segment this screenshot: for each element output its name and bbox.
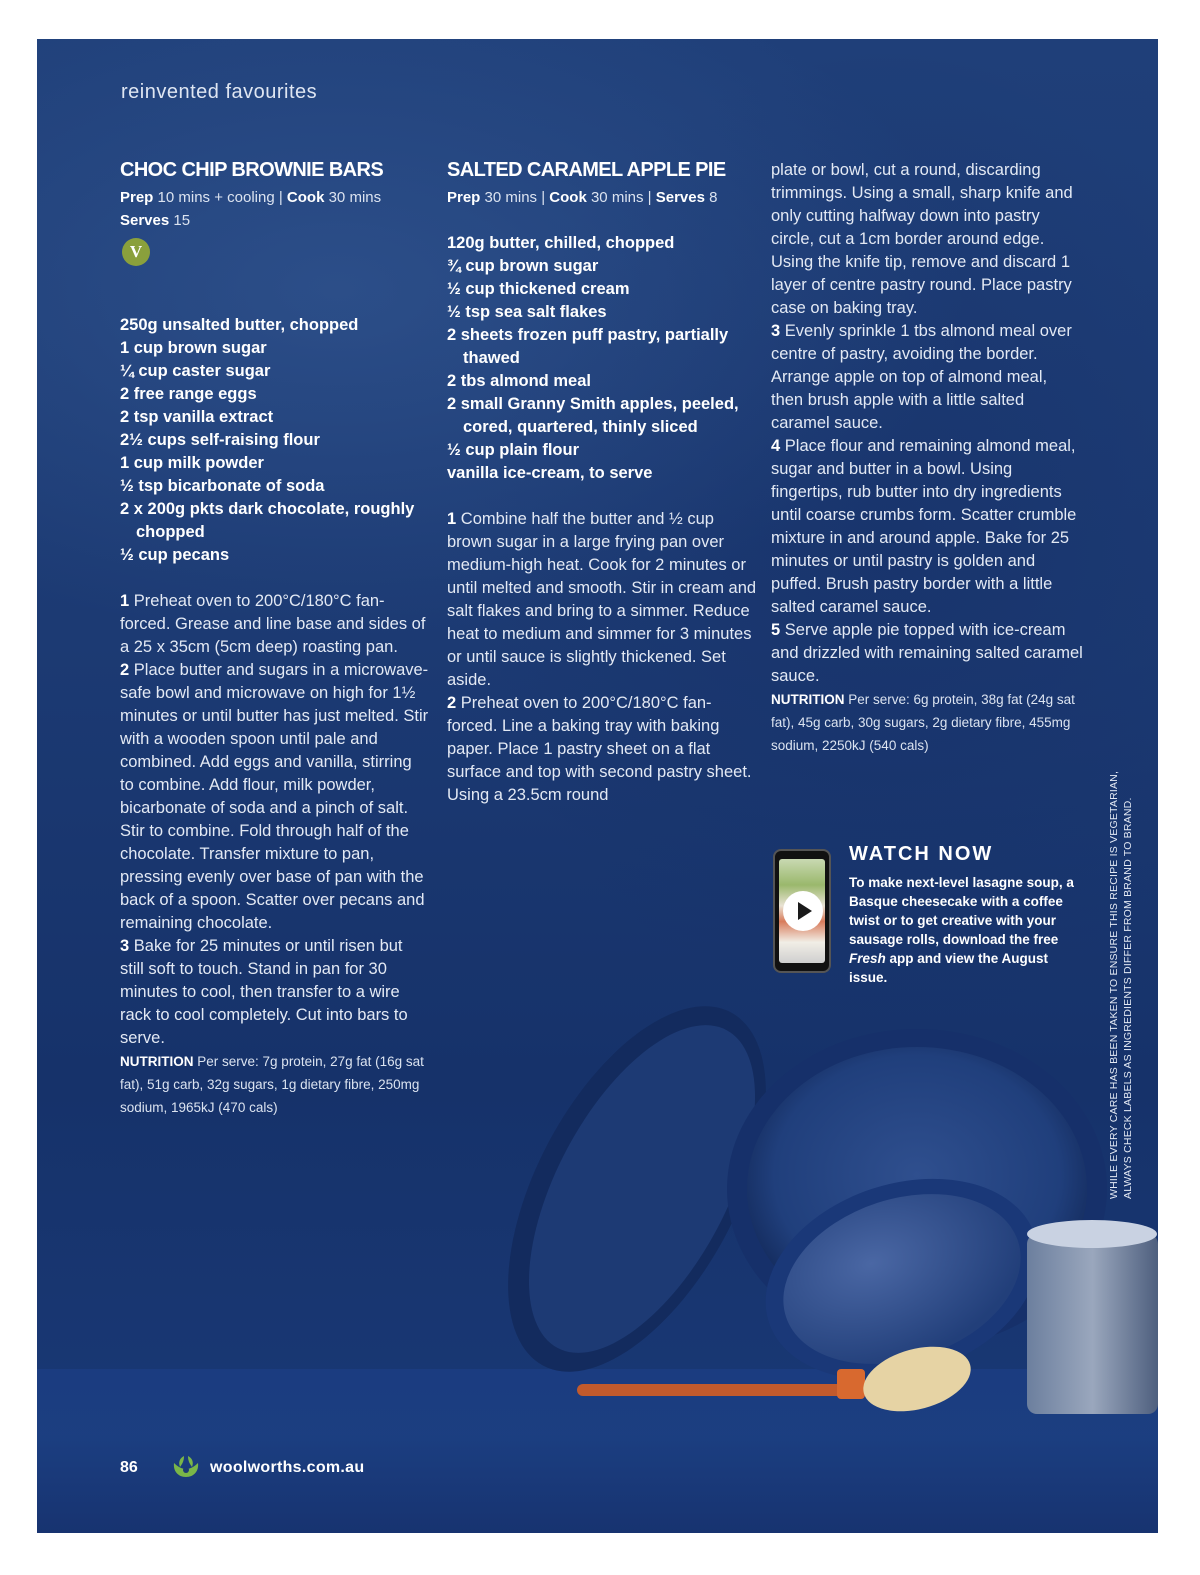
disclaimer-line: ALWAYS CHECK LABELS AS INGREDIENTS DIFFER FROM BRAND TO BRAND. [1122, 797, 1134, 1199]
ingredient: 120g butter, chilled, chopped [447, 234, 675, 252]
disclaimer-line: WHILE EVERY CARE HAS BEEN TAKEN TO ENSURE THIS RECIPE IS VEGETARIAN, [1108, 770, 1120, 1199]
recipe-apple-pie [447, 159, 757, 807]
prep-label: Prep [447, 189, 481, 206]
ingredient: ¾ cup brown sugar [447, 257, 599, 275]
recipe-title: CHOC CHIP BROWNIE BARS [120, 159, 384, 181]
step-text: Place flour and remaining almond meal, sugar and butter in a bowl. Using fingertips, rub butter into dry ingredients until coarse crumbs form. Scatter crumble mixture in and around apple. Bake for 25 minutes or until pastry is golden and puffed. Brush pastry border with a little salted caramel sauce. [771, 437, 1077, 616]
milk-jug [1027, 1220, 1158, 1414]
magazine-page [37, 39, 1158, 1533]
watch-now-heading: WATCH NOW [849, 843, 994, 865]
ingredient: 1 cup milk powder [120, 454, 264, 472]
step-number: 5 [771, 621, 781, 639]
prep-label: Prep [120, 189, 154, 206]
watch-text-part: app and view the August issue. [849, 951, 1049, 985]
app-name: Fresh [849, 951, 886, 966]
step-text: Bake for 25 minutes or until risen but still soft to touch. Stand in pan for 30 minutes to cool, then transfer to a wire rack to cool completely. Cut into bars to serve. [120, 937, 408, 1047]
step-text: Preheat oven to 200°C/180°C fan-forced. Line a baking tray with baking paper. Place 1 pastry sheet on a flat surface and top with second pastry sheet. Using a 23.5cm round [447, 694, 752, 804]
method-step [120, 935, 430, 1050]
step-number: 1 [447, 510, 457, 528]
step-text: Evenly sprinkle 1 tbs almond meal over centre of pastry, avoiding the border. Arrange apple on top of almond meal, then brush apple with a little salted caramel sauce. [771, 322, 1072, 432]
cook-value: 30 mins [328, 189, 382, 206]
watch-text-part: To make next-level lasagne soup, a Basque cheesecake with a coffee twist or to get creative with your sausage rolls, download the free [849, 875, 1074, 947]
ingredient: ½ tsp bicarbonate of soda [120, 477, 325, 495]
nutrition-label: NUTRITION [120, 1054, 194, 1069]
prep-value: 10 mins + cooling [157, 189, 275, 206]
ingredient: 2 small Granny Smith apples, peeled, cored, quartered, thinly sliced [447, 395, 739, 436]
vegetarian-disclaimer [1107, 771, 1135, 1199]
ingredient: 2 tsp vanilla extract [120, 408, 274, 426]
step-number: 3 [120, 937, 130, 955]
method-step [120, 590, 430, 659]
method-step [771, 320, 1083, 435]
recipe-brownie-bars [120, 159, 430, 1119]
ingredient: ½ tsp sea salt flakes [447, 303, 607, 321]
nutrition-text: Per serve: 7g protein, 27g fat (16g sat fat), 51g carb, 32g sugars, 1g dietary fibre, 250mg sodium, 1965kJ (470 cals) [120, 1054, 424, 1115]
step-text: Preheat oven to 200°C/180°C fan-forced. Grease and line base and sides of a 25 x 35cm (5cm deep) roasting pan. [120, 592, 426, 656]
serves-label: Serves [655, 189, 705, 206]
step-number: 4 [771, 437, 781, 455]
step-number: 2 [120, 661, 130, 679]
ingredient: 2 x 200g pkts dark chocolate, roughly chopped [120, 500, 415, 541]
serves-value: 8 [709, 189, 718, 206]
step-number: 3 [771, 322, 781, 340]
prep-value: 30 mins [484, 189, 538, 206]
nutrition-info [771, 688, 1083, 757]
method-step [120, 659, 430, 935]
method-step [447, 692, 757, 807]
method-steps [120, 590, 430, 1050]
watch-now-promo[interactable] [773, 843, 1074, 985]
nutrition-info [120, 1050, 430, 1119]
ingredient: 1 cup brown sugar [120, 339, 267, 357]
recipe-title: SALTED CARAMEL APPLE PIE [447, 159, 726, 181]
method-step [771, 435, 1083, 619]
step-text: Place butter and sugars in a microwave-safe bowl and microwave on high for 1½ minutes or until butter has just melted. Stir with a wooden spoon until pale and combined. Add eggs and vanilla, stirring to combine. Add flour, milk powder, bicarbonate of soda and a pinch of salt. Stir to combine. Fold through half of the chocolate. Transfer mixture to pan, pressing evenly over base of pan with the back of a spoon. Scatter over pecans and remaining chocolate. [120, 661, 429, 932]
woolworths-logo-icon [170, 1453, 202, 1481]
recipe-apple-pie-continued [771, 159, 1083, 757]
ingredient: ¼ cup caster sugar [120, 362, 271, 380]
pastry-brush [577, 1336, 978, 1422]
ingredient: 2 tbs almond meal [447, 372, 591, 390]
step-number: 2 [447, 694, 457, 712]
page-number: 86 [120, 1459, 138, 1476]
play-button-icon[interactable] [783, 891, 823, 931]
serves-value: 15 [173, 212, 191, 229]
watch-now-text [849, 873, 1079, 987]
method-steps [771, 159, 1083, 688]
vegetarian-badge-icon: V [122, 238, 150, 266]
method-step [771, 619, 1083, 688]
website-link[interactable]: woolworths.com.au [210, 1459, 365, 1476]
nutrition-label: NUTRITION [771, 692, 845, 707]
nutrition-text: Per serve: 6g protein, 38g fat (24g sat fat), 45g carb, 30g sugars, 2g dietary fibre, 455mg sodium, 2250kJ (540 cals) [771, 692, 1075, 753]
step-text: Combine half the butter and ½ cup brown sugar in a large frying pan over medium-high heat. Cook for 2 minutes or until melted and smooth. Stir in cream and salt flakes and bring to a simmer. Reduce heat to medium and simmer for 3 minutes or until sauce is slightly thickened. Set aside. [447, 510, 757, 689]
cook-label: Cook [549, 189, 587, 206]
phone-image [773, 849, 831, 973]
recipe-meta: Prep 10 mins + cooling | Cook 30 mins Serves 15 [120, 189, 382, 229]
ingredient: vanilla ice-cream, to serve [447, 464, 653, 482]
section-label: reinvented favourites [121, 81, 318, 103]
recipe-meta: Prep 30 mins | Cook 30 mins | Serves 8 [447, 189, 718, 206]
ingredient-list [447, 232, 757, 485]
cook-label: Cook [286, 189, 325, 206]
method-step [447, 508, 757, 692]
ingredient: 2½ cups self-raising flour [120, 431, 320, 449]
ingredient: ½ cup pecans [120, 546, 230, 564]
ingredient: ½ cup thickened cream [447, 280, 630, 298]
step-text: Serve apple pie topped with ice-cream and drizzled with remaining salted caramel sauce. [771, 621, 1083, 685]
ingredient-list [120, 314, 430, 567]
method-step-continued: plate or bowl, cut a round, discarding trimmings. Using a small, sharp knife and only cutting halfway down into pastry circle, cut a 1cm border around edge. Using the knife tip, remove and discard 1 layer of centre pastry round. Place pastry case on baking tray. [771, 161, 1073, 317]
ingredient: 250g unsalted butter, chopped [120, 316, 359, 334]
cook-value: 30 mins [590, 189, 644, 206]
ingredient: ½ cup plain flour [447, 441, 580, 459]
method-steps [447, 508, 757, 807]
ingredient: 2 free range eggs [120, 385, 257, 403]
serves-label: Serves [120, 212, 170, 229]
ingredient: 2 sheets frozen puff pastry, partially thawed [447, 326, 729, 367]
step-number: 1 [120, 592, 130, 610]
